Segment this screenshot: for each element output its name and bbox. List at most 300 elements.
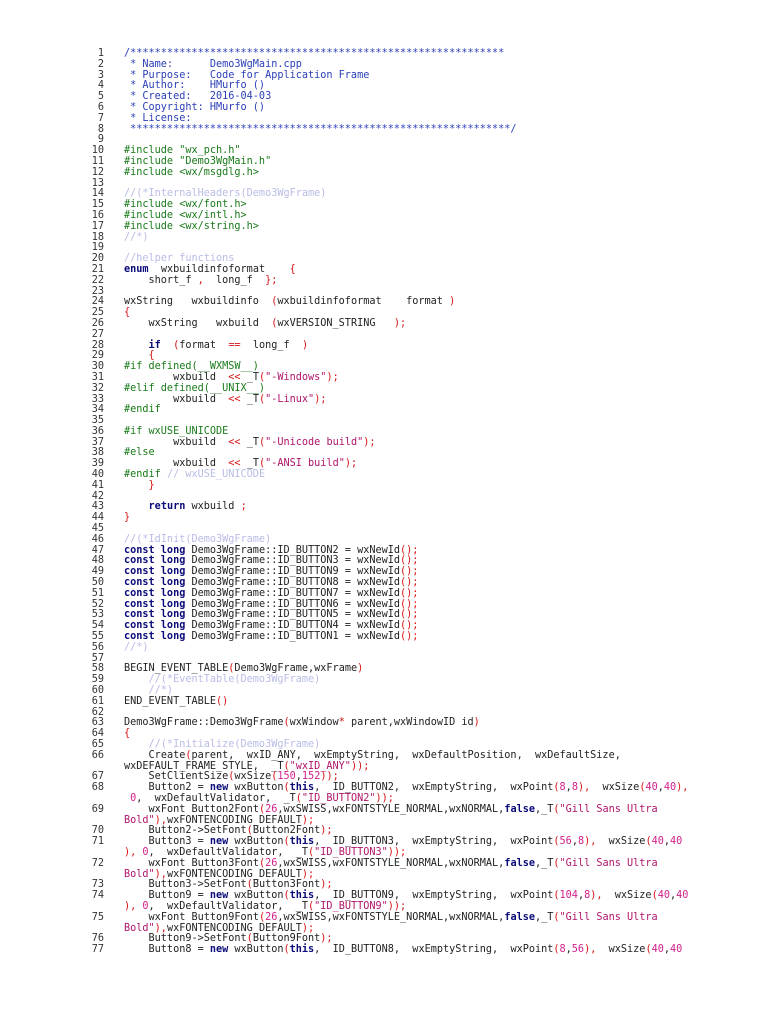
code-operator: ),	[154, 922, 167, 934]
code-operator: (	[258, 436, 266, 448]
code-text: wxFONTENCODING_DEFAULT	[166, 922, 302, 934]
code-operator: );	[320, 825, 333, 837]
code-keyword: const long	[124, 587, 186, 599]
code-text-line	[124, 697, 714, 708]
code-text: Button2 =	[124, 782, 210, 794]
number-literal: 40	[651, 944, 664, 956]
code-text: short_f	[124, 274, 198, 286]
line-number: 66	[91, 749, 104, 761]
code-operator: ();	[400, 566, 419, 578]
code-text-line	[124, 470, 714, 481]
code-text: wxFont Button9Font	[124, 911, 259, 923]
code-text: Button3->SetFont	[124, 879, 247, 891]
code-operator: (	[173, 339, 180, 351]
line-number: 68	[91, 782, 104, 794]
code-text-line	[124, 913, 714, 935]
line-number: 60	[91, 685, 104, 697]
code-text: wxButton	[228, 890, 284, 902]
code-text: Button2->SetFont	[124, 825, 247, 837]
string-literal: "Gill Sans Ultra Bold"	[124, 857, 658, 880]
code-text-line	[124, 222, 714, 233]
code-text: wxbuildinfoformat	[148, 263, 290, 275]
code-text: Demo3WgFrame::ID_BUTTON4 = wxNewId	[185, 620, 401, 632]
line-number: 45	[91, 523, 104, 535]
preprocessor-directive: #include "Demo3WgMain.h"	[124, 155, 272, 167]
code-text: Button3 =	[124, 836, 210, 848]
number-literal: 152	[301, 771, 321, 783]
code-faded-comment: //(*EventTable(Demo3WgFrame)	[124, 674, 321, 686]
code-operator: (	[246, 933, 253, 945]
code-operator: (	[553, 782, 560, 794]
code-operator: ),	[590, 890, 603, 902]
line-number: 56	[91, 641, 104, 653]
code-comment: * Copyright: HMurfo ()	[124, 101, 266, 113]
code-comment: * Name: Demo3WgMain.cpp	[124, 58, 302, 70]
line-number: 49	[91, 566, 104, 578]
code-text: wxButton	[228, 944, 284, 956]
preprocessor-directive: #endif	[124, 469, 167, 481]
code-faded-comment: //(*IdInit(Demo3WgFrame)	[124, 533, 272, 545]
line-number: 47	[91, 544, 104, 556]
code-text: Demo3WgFrame::ID_BUTTON1 = wxNewId	[185, 631, 401, 643]
line-number: 32	[91, 382, 104, 394]
code-text: , wxDefaultValidator, _T	[136, 792, 296, 804]
code-operator: <<	[228, 458, 241, 470]
code-keyword: this	[289, 836, 315, 848]
line-number: 62	[91, 706, 104, 718]
code-line	[70, 643, 750, 654]
preprocessor-directive: #include <wx/string.h>	[124, 220, 259, 232]
line-number: 75	[91, 911, 104, 923]
code-text: wxbuild	[185, 501, 241, 513]
code-operator: (	[553, 944, 560, 956]
code-text: Button8 =	[124, 944, 210, 956]
code-text	[124, 501, 149, 512]
preprocessor-directive: #include <wx/intl.h>	[124, 209, 247, 221]
code-keyword: new	[209, 836, 229, 848]
number-literal: 26	[265, 803, 278, 815]
code-text: _T	[240, 371, 259, 383]
code-keyword: const long	[124, 620, 186, 632]
code-text: wxString wxbuild	[124, 317, 272, 329]
number-literal: 104	[559, 890, 578, 902]
code-operator: ==	[228, 339, 241, 351]
code-operator: (	[258, 857, 266, 869]
number-literal: 40	[670, 836, 683, 848]
code-text-line	[124, 297, 714, 308]
preprocessor-directive: #include <wx/font.h>	[124, 199, 247, 211]
code-text: Button2Font	[252, 825, 321, 837]
code-operator: (	[283, 836, 290, 848]
string-literal: "ID_BUTTON9"	[314, 900, 388, 912]
code-line	[70, 481, 750, 492]
code-operator: );	[344, 458, 358, 470]
code-text: wxSize	[596, 944, 646, 956]
line-number: 72	[91, 857, 104, 869]
code-operator: (	[258, 371, 266, 383]
code-text: wxFont Button2Font	[124, 803, 259, 815]
code-text: , ID_BUTTON8, wxEmptyString, wxPoint	[314, 944, 554, 956]
code-text-line	[124, 233, 714, 244]
code-line	[70, 276, 750, 287]
code-line	[70, 513, 750, 524]
line-number: 11	[91, 155, 104, 167]
line-number: 20	[91, 253, 104, 265]
code-text: Button9Font	[252, 933, 321, 945]
line-number: 21	[91, 263, 104, 275]
line-number: 7	[97, 112, 104, 124]
code-text: ,	[565, 782, 572, 794]
code-text: Demo3WgFrame::ID_BUTTON5 = wxNewId	[185, 609, 401, 621]
line-number: 64	[91, 728, 104, 740]
code-text-line	[124, 395, 714, 406]
code-text-line	[124, 341, 714, 352]
preprocessor-directive: #include <wx/msgdlg.h>	[124, 166, 259, 178]
line-number: 28	[91, 339, 104, 351]
code-operator: (	[258, 393, 266, 405]
line-number: 54	[91, 620, 104, 632]
code-text: wxWindow	[289, 717, 339, 729]
number-literal: 0	[130, 792, 137, 804]
code-comment: * Created: 2016-04-03	[124, 91, 272, 103]
code-line	[70, 783, 750, 805]
code-text-line	[124, 643, 714, 654]
code-line	[70, 168, 750, 179]
code-operator: ()	[216, 695, 229, 707]
code-text: wxSize	[590, 782, 640, 794]
line-number: 14	[91, 188, 104, 200]
code-operator: );	[314, 393, 327, 405]
code-comment: **************************************************************/	[124, 123, 517, 135]
line-number: 9	[97, 134, 104, 146]
number-literal: 8	[577, 836, 585, 848]
line-number: 22	[91, 274, 104, 286]
line-number: 74	[91, 890, 104, 902]
code-keyword: const long	[124, 544, 186, 556]
code-comment: * Purpose: Code for Application Frame	[124, 69, 370, 81]
code-operator: (	[645, 944, 652, 956]
code-operator: <<	[228, 371, 241, 383]
code-operator: );	[301, 922, 315, 934]
code-text: wxSize	[602, 890, 652, 902]
code-text: ,_T	[534, 857, 554, 869]
code-operator: ();	[400, 598, 419, 610]
code-keyword: new	[209, 944, 229, 956]
number-literal: 0	[142, 900, 149, 912]
line-number: 41	[91, 479, 104, 491]
code-text-line	[124, 837, 714, 859]
code-operator: (	[283, 944, 290, 956]
line-number: 19	[91, 242, 104, 254]
code-text: parent, wxID_ANY, wxEmptyString, wxDefaultPosition, wxDefaultSize, wxDEFAULT_FRAME_STYLE, _T	[124, 749, 621, 772]
code-text-line	[124, 481, 714, 492]
code-text: Demo3WgFrame::ID_BUTTON6 = wxNewId	[185, 598, 401, 610]
code-text: ,	[663, 944, 670, 956]
code-operator: (	[246, 825, 253, 837]
code-operator: (	[553, 890, 560, 902]
line-number: 71	[91, 836, 104, 848]
code-operator: (	[283, 760, 290, 772]
code-operator: (	[283, 782, 290, 794]
line-number: 17	[91, 220, 104, 232]
code-text: BEGIN_EVENT_TABLE	[124, 663, 229, 675]
code-operator: (	[295, 792, 302, 804]
code-line	[70, 438, 750, 449]
string-literal: "ID_BUTTON2"	[301, 792, 376, 804]
code-line	[70, 125, 750, 136]
code-text: Create	[124, 749, 186, 761]
code-text	[124, 340, 149, 351]
line-number: 18	[91, 231, 104, 243]
number-literal: 8	[584, 890, 591, 902]
code-keyword: const long	[124, 609, 186, 621]
code-operator: );	[393, 317, 407, 329]
code-line	[70, 297, 750, 308]
code-operator: );	[320, 879, 333, 891]
code-text	[124, 350, 149, 361]
line-number: 65	[91, 739, 104, 750]
code-text: SetClientSize	[124, 771, 229, 783]
code-operator: ),	[154, 868, 167, 880]
code-line	[70, 470, 750, 481]
code-line	[70, 319, 750, 330]
code-text: parent,wxWindowID id	[344, 717, 474, 729]
preprocessor-directive: #if wxUSE_UNICODE	[124, 425, 229, 437]
code-text: Demo3WgFrame::ID_BUTTON9 = wxNewId	[185, 566, 401, 578]
code-keyword: new	[209, 782, 229, 794]
line-number: 26	[91, 317, 104, 329]
code-operator: (	[271, 771, 278, 783]
code-text: ,	[571, 836, 578, 848]
code-operator: }	[124, 512, 131, 524]
code-line	[70, 341, 750, 352]
code-keyword: const long	[124, 631, 186, 643]
code-operator: (	[308, 846, 315, 858]
line-number: 6	[97, 101, 104, 113]
code-listing	[70, 49, 750, 956]
line-number: 52	[91, 598, 104, 610]
line-number: 53	[91, 609, 104, 621]
code-line	[70, 913, 750, 935]
code-text-line	[124, 751, 714, 773]
code-operator: *	[338, 717, 345, 729]
code-operator: ),	[124, 846, 137, 858]
code-faded-comment: //*)	[124, 641, 149, 653]
line-number: 34	[91, 404, 104, 416]
code-operator: {	[289, 263, 296, 275]
code-operator: };	[265, 274, 278, 286]
code-text-line	[124, 945, 714, 956]
code-keyword: false	[504, 803, 535, 815]
preprocessor-directive: #elif defined(__UNIX__)	[124, 382, 266, 394]
code-operator: }	[148, 479, 155, 491]
string-literal: "-Linux"	[265, 393, 315, 405]
string-literal: "-Windows"	[265, 371, 327, 383]
code-text: wxButton	[228, 782, 284, 794]
code-text: _T	[240, 458, 259, 470]
line-number: 76	[91, 933, 104, 945]
string-literal: "ID_BUTTON3"	[314, 846, 388, 858]
line-number: 35	[91, 415, 104, 427]
code-comment: * Author: HMurfo ()	[124, 80, 266, 92]
number-literal: 40	[663, 782, 677, 794]
code-line	[70, 805, 750, 827]
line-number: 43	[91, 501, 104, 513]
code-operator: ));	[375, 792, 394, 804]
code-text-line	[124, 276, 714, 287]
line-number: 36	[91, 425, 104, 437]
code-text: wxSize	[596, 836, 646, 848]
line-number: 50	[91, 577, 104, 589]
code-text-line	[124, 859, 714, 881]
line-number: 73	[91, 879, 104, 891]
line-number: 39	[91, 458, 104, 470]
code-text-line	[124, 891, 714, 913]
code-operator: (	[246, 879, 253, 891]
code-keyword: this	[289, 944, 315, 956]
preprocessor-directive: #else	[124, 447, 155, 459]
line-number: 46	[91, 533, 104, 545]
code-operator: ();	[400, 631, 419, 643]
code-operator: ,	[197, 274, 204, 286]
number-literal: 8	[559, 782, 566, 794]
code-text-line	[124, 502, 714, 513]
code-text: wxFONTENCODING_DEFAULT	[166, 814, 302, 826]
code-text: _T	[240, 393, 259, 405]
code-faded-comment: //*)	[124, 231, 149, 243]
code-operator: ();	[400, 587, 419, 599]
code-text: _T	[240, 436, 259, 448]
line-number: 4	[97, 80, 104, 92]
line-number: 59	[91, 674, 104, 686]
number-literal: 26	[265, 857, 278, 869]
code-keyword: this	[289, 782, 315, 794]
code-operator: );	[363, 436, 376, 448]
number-literal: 0	[142, 846, 149, 858]
code-text: ,	[577, 890, 585, 902]
code-text: , ID_BUTTON9, wxEmptyString, wxPoint	[314, 890, 554, 902]
line-number: 69	[91, 803, 104, 815]
code-operator: ));	[387, 846, 407, 858]
line-number: 51	[91, 587, 104, 599]
code-operator: ();	[400, 620, 419, 632]
code-operator: (	[228, 771, 235, 783]
code-text: wxbuild	[124, 436, 229, 448]
code-text: ,_T	[534, 911, 554, 923]
code-operator: (	[283, 890, 290, 902]
line-number: 61	[91, 695, 104, 707]
code-line	[70, 891, 750, 913]
code-line	[70, 233, 750, 244]
number-literal: 150	[277, 771, 296, 783]
code-text: wxbuild	[124, 393, 229, 405]
code-text: wxbuildinfoformat format	[277, 296, 450, 308]
code-operator: (	[553, 857, 560, 869]
code-text: END_EVENT_TABLE	[124, 695, 217, 707]
line-number: 1	[97, 48, 104, 59]
number-literal: 40	[645, 782, 658, 794]
code-text: , wxDefaultValidator, _T	[148, 900, 309, 912]
code-text: Demo3WgFrame::ID_BUTTON2 = wxNewId	[185, 544, 401, 556]
code-operator: ));	[350, 760, 370, 772]
line-number: 44	[91, 512, 104, 524]
code-operator: );	[326, 371, 339, 383]
code-line	[70, 697, 750, 708]
code-operator: {	[124, 728, 131, 740]
code-text: ,	[565, 944, 572, 956]
code-text: Demo3WgFrame::ID_BUTTON7 = wxNewId	[185, 587, 401, 599]
line-number: 31	[91, 371, 104, 383]
code-text: wxFONTENCODING_DEFAULT	[166, 868, 302, 880]
code-operator: );	[301, 868, 315, 880]
code-text: Demo3WgFrame,wxFrame	[234, 663, 358, 675]
code-text: ,	[663, 836, 671, 848]
code-keyword: return	[148, 501, 186, 513]
code-operator: ));	[387, 900, 407, 912]
code-faded-comment: // wxUSE_UNICODE	[166, 469, 266, 481]
line-number: 10	[91, 145, 104, 157]
line-number: 67	[91, 771, 104, 783]
line-number: 29	[91, 350, 104, 362]
line-number: 12	[91, 166, 104, 178]
code-operator: ),	[584, 944, 597, 956]
number-literal: 26	[265, 911, 278, 923]
code-line	[70, 837, 750, 859]
code-operator: )	[357, 663, 364, 675]
string-literal: "wxID_ANY"	[289, 760, 351, 772]
code-text: Button9->SetFont	[124, 933, 247, 945]
code-operator: (	[258, 803, 266, 815]
line-number: 24	[91, 296, 104, 308]
code-text-line	[124, 405, 714, 416]
code-line	[70, 632, 750, 643]
code-operator: (	[645, 836, 652, 848]
line-number: 77	[91, 944, 104, 956]
code-text: wxbuild	[124, 371, 229, 383]
code-operator: {	[124, 307, 131, 319]
code-operator: ),	[584, 836, 597, 848]
number-literal: 8	[559, 944, 566, 956]
code-text-line	[124, 675, 714, 686]
code-text: ,	[295, 771, 302, 783]
code-faded-comment: //(*Initialize(Demo3WgFrame)	[124, 739, 321, 750]
line-number: 38	[91, 447, 104, 459]
code-text-line	[124, 718, 714, 729]
code-text: Demo3WgFrame::Demo3WgFrame	[124, 717, 284, 729]
line-number: 2	[97, 58, 104, 70]
code-text: ,wxSWISS,wxFONTSTYLE_NORMAL,wxNORMAL,	[277, 803, 505, 815]
code-keyword: const long	[124, 598, 186, 610]
number-literal: 8	[571, 782, 578, 794]
code-text: Button9 =	[124, 890, 210, 902]
code-line	[70, 395, 750, 406]
code-operator: (	[553, 836, 560, 848]
code-text: format	[179, 339, 229, 351]
code-text: wxButton	[228, 836, 284, 848]
code-line	[70, 945, 750, 956]
code-operator: (	[639, 782, 646, 794]
code-text-line	[124, 125, 714, 136]
line-number: 23	[91, 285, 104, 297]
code-text: , ID_BUTTON3, wxEmptyString, wxPoint	[314, 836, 554, 848]
code-operator: (	[553, 803, 560, 815]
line-number: 30	[91, 361, 104, 373]
code-operator: )	[449, 296, 456, 308]
line-number: 63	[91, 717, 104, 729]
line-number: 33	[91, 393, 104, 405]
code-text: wxVERSION_STRING	[277, 317, 394, 329]
line-number: 27	[91, 328, 104, 340]
